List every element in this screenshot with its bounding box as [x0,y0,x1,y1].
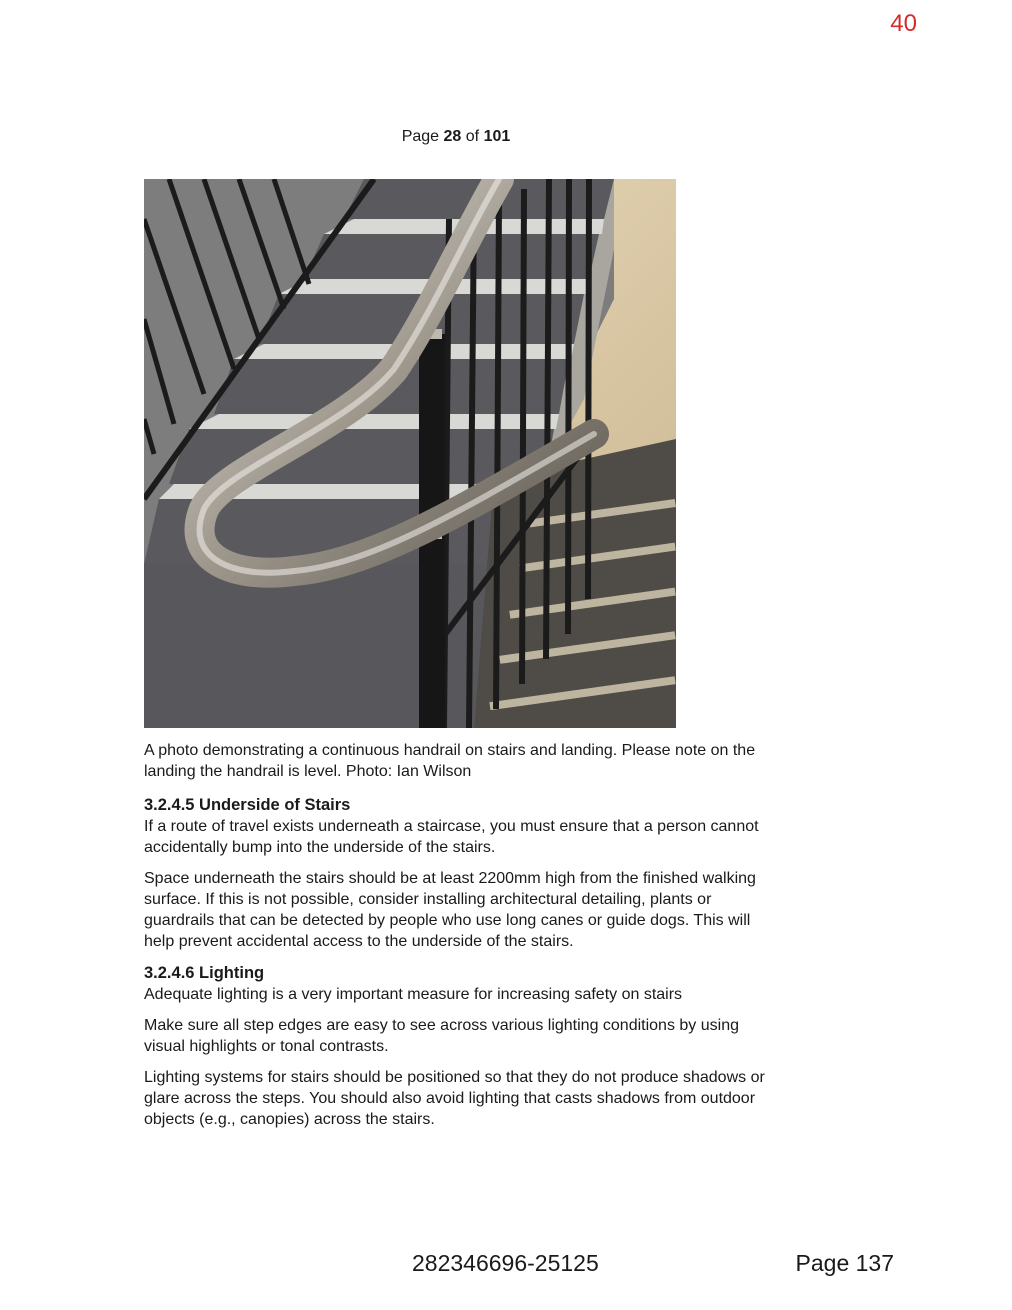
footer-page-label: Page 137 [795,1250,894,1276]
page-ref-middle: of [465,128,480,145]
paragraph: Space underneath the stairs should be at least 2200mm high from the finished walking surface. If this is not possible, consider installing architectural detailing, plants or guardrails that can be detected by people who use long canes or guide dogs. This will help prevent accidental access to the underside of the stairs. [144,870,756,950]
section-heading-underside: 3.2.4.5 Underside of Stairs [144,796,351,814]
page-ref-current: 28 [443,128,462,145]
paragraph: Lighting systems for stairs should be positioned so that they do not produce shadows or glare across the steps. You should also avoid lighting that casts shadows from outdoor objects (e.g., canopies) across the stairs. [144,1069,765,1128]
photo-caption: A photo demonstrating a continuous handrail on stairs and landing. Please note on the landing the handrail is level. Photo: Ian Wilson [144,742,756,780]
paragraph: Make sure all step edges are easy to see across various lighting conditions by using visual highlights or tonal contrasts. [144,1017,739,1055]
corner-page-number: 40 [890,10,917,37]
page-reference [0,128,912,146]
paragraph: Adequate lighting is a very important measure for increasing safety on stairs [144,986,683,1003]
paragraph: If a route of travel exists underneath a staircase, you must ensure that a person cannot accidentally bump into the underside of the stairs. [144,818,759,856]
section-heading-lighting: 3.2.4.6 Lighting [144,964,265,982]
stair-handrail-photo [144,179,676,728]
document-body [144,740,784,1140]
page-ref-total: 101 [483,128,511,145]
footer-document-id: 282346696-25125 [412,1250,599,1276]
page-ref-prefix: Page [401,128,440,145]
